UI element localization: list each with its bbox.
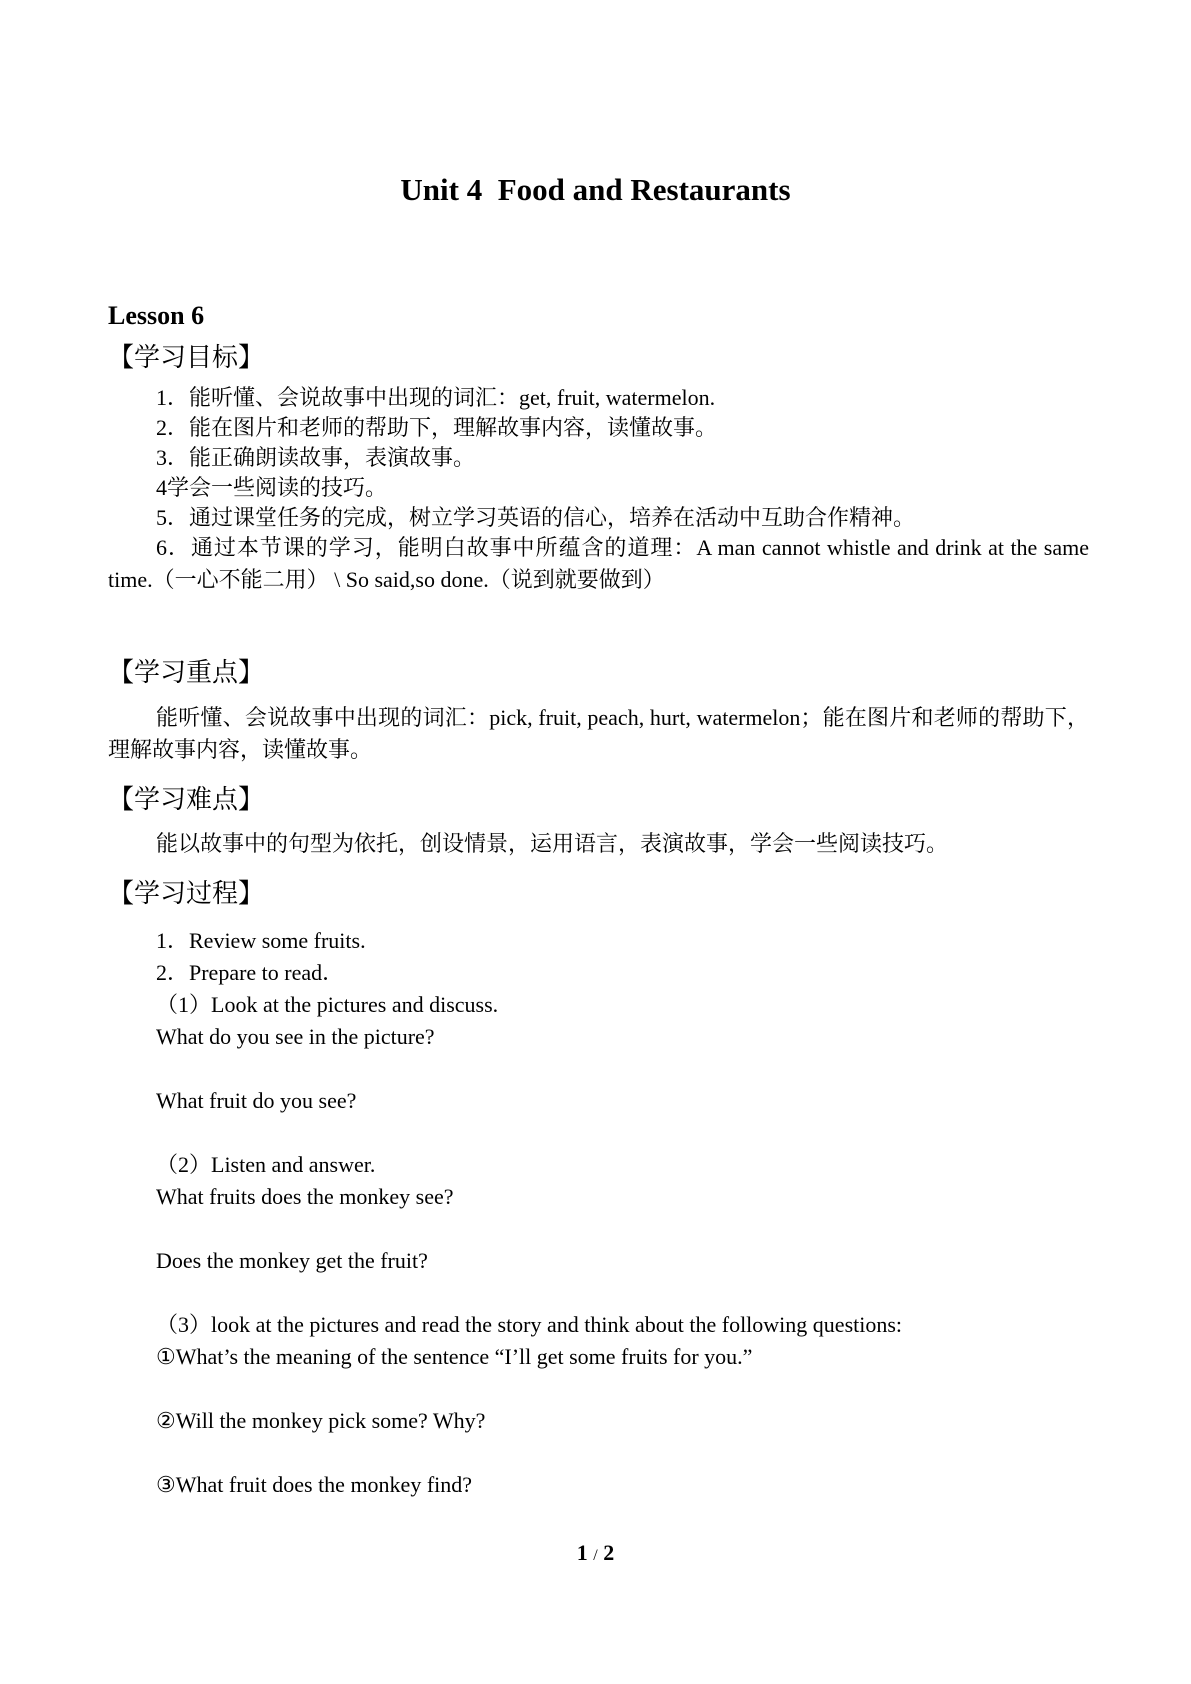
document-title: Unit 4 Food and Restaurants: [400, 172, 791, 207]
key-points-text: 能听懂、会说故事中出现的词汇：pick, fruit, peach, hurt, watermelon；能在图片和老师的帮助下，理解故事内容，读懂故事。: [108, 705, 1089, 762]
process-line: 2．Prepare to read．: [156, 960, 345, 985]
lesson-label: Lesson 6: [108, 301, 205, 330]
objective-item: 4学会一些阅读的技巧。: [156, 475, 388, 500]
process-line: What fruit do you see?: [156, 1088, 357, 1113]
difficulties-text: 能以故事中的句型为依托，创设情景，运用语言，表演故事，学会一些阅读技巧。: [156, 831, 949, 856]
process-line: （1）Look at the pictures and discuss.: [156, 992, 499, 1017]
process-line: （2）Listen and answer.: [156, 1152, 376, 1177]
process-line: ①What’s the meaning of the sentence “I’ll get some fruits for you.”: [156, 1344, 753, 1369]
process-line: ③What fruit does the monkey find?: [156, 1472, 473, 1497]
objective-item: 2．能在图片和老师的帮助下，理解故事内容，读懂故事。: [156, 415, 718, 440]
page-number: [0, 1538, 1191, 1571]
process-line: What fruits does the monkey see?: [156, 1184, 454, 1209]
objectives-heading: 【学习目标】: [108, 343, 265, 373]
process-line: 1．Review some fruits.: [156, 928, 366, 953]
process-line: Does the monkey get the fruit?: [156, 1248, 428, 1273]
key-points-heading: 【学习重点】: [108, 658, 265, 688]
objective-item: 3．能正确朗读故事，表演故事。: [156, 445, 476, 470]
process-line: （3）look at the pictures and read the story and think about the following questions:: [156, 1312, 903, 1337]
objective-item: 6．通过本节课的学习，能明白故事中所蕴含的道理：A man cannot whistle and drink at the same time.（一心不能二用） \ So said,so done.（说到就要做到）: [108, 535, 1089, 592]
process-heading: 【学习过程】: [108, 879, 265, 909]
page-separator: /: [593, 1547, 598, 1564]
page-current: 1: [576, 1540, 588, 1565]
objective-item: 1．能听懂、会说故事中出现的词汇：get, fruit, watermelon.: [156, 385, 716, 410]
page-total: 2: [603, 1540, 615, 1565]
process-line: What do you see in the picture?: [156, 1024, 435, 1049]
process-line: ②Will the monkey pick some? Why?: [156, 1408, 486, 1433]
objective-item: 5．通过课堂任务的完成，树立学习英语的信心，培养在活动中互助合作精神。: [156, 505, 916, 530]
difficulties-heading: 【学习难点】: [108, 785, 265, 815]
